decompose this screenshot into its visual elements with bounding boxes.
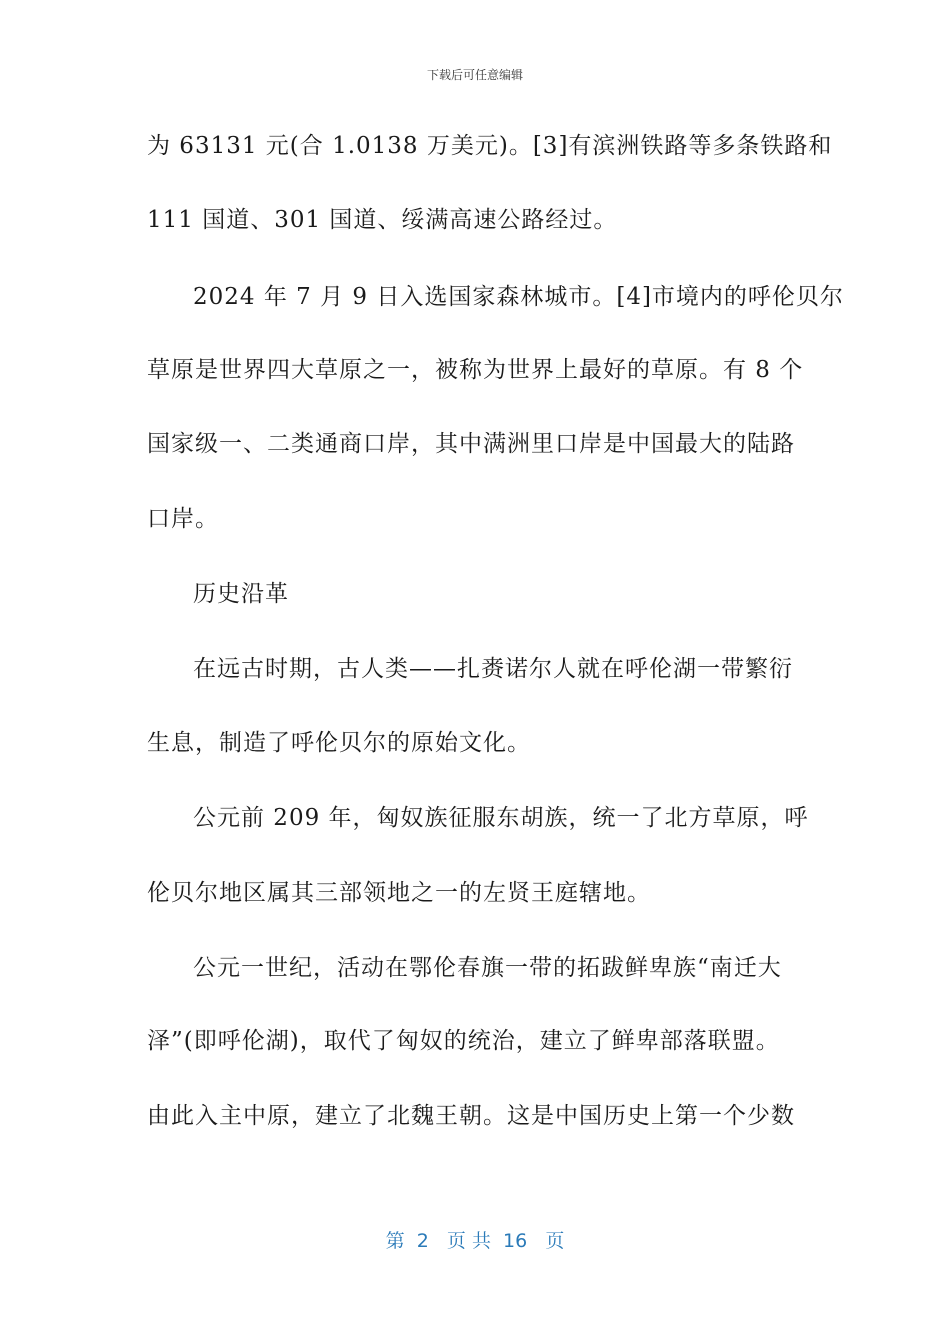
page-header: 下载后可任意编辑 (426, 68, 523, 82)
text-line: 伦贝尔地区属其三部领地之一的左贤王庭辖地。 (147, 880, 651, 906)
text-line: 公元前 209 年，匈奴族征服东胡族，统一了北方草原，呼 (193, 805, 809, 831)
text-line: 公元一世纪，活动在鄂伦春旗一带的拓跋鲜卑族“南迁大 (193, 955, 782, 981)
text-line: 2024 年 7 月 9 日入选国家森林城市。[4]市境内的呼伦贝尔 (193, 284, 844, 310)
text-line: 在远古时期，古人类——扎赉诺尔人就在呼伦湖一带繁衍 (193, 656, 793, 682)
text-line: 泽”(即呼伦湖)，取代了匈奴的统治，建立了鲜卑部落联盟。 (147, 1028, 780, 1054)
text-line: 草原是世界四大草原之一，被称为世界上最好的草原。有 8 个 (147, 357, 804, 383)
text-line: 由此入主中原，建立了北魏王朝。这是中国历史上第一个少数 (147, 1103, 795, 1129)
text-line: 111 国道、301 国道、绥满高速公路经过。 (147, 207, 618, 233)
text-line: 口岸。 (147, 506, 219, 532)
text-line: 国家级一、二类通商口岸，其中满洲里口岸是中国最大的陆路 (147, 431, 795, 457)
page-number: 第 2 页 共 16 页 (385, 1230, 565, 1252)
text-line: 生息，制造了呼伦贝尔的原始文化。 (147, 730, 531, 756)
text-line: 为 63131 元(合 1.0138 万美元)。[3]有滨洲铁路等多条铁路和 (147, 133, 833, 159)
section-heading: 历史沿革 (193, 581, 289, 607)
